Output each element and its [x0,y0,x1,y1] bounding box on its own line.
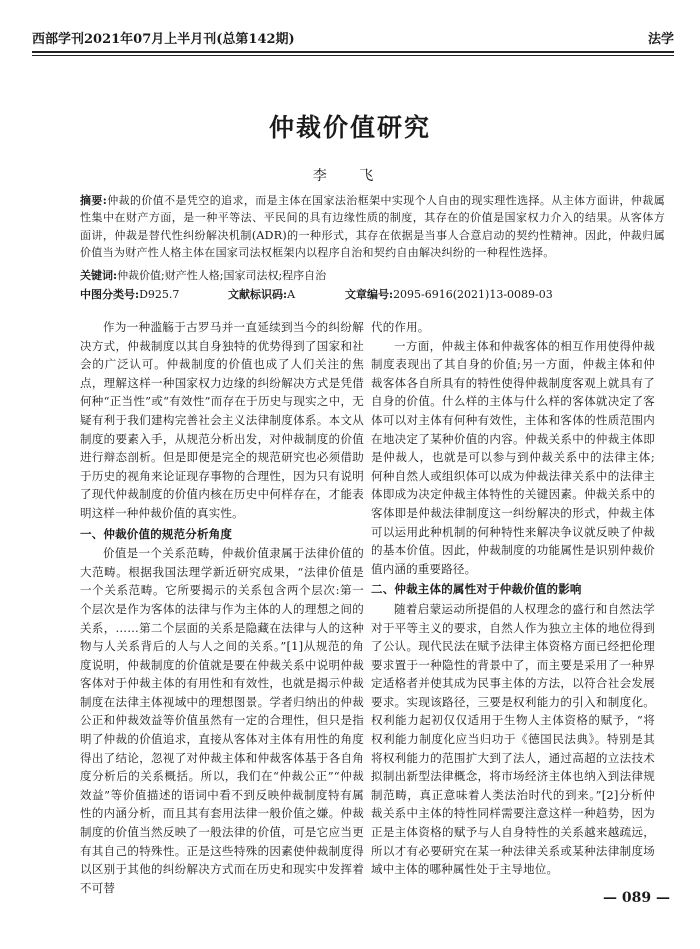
keywords-label: 关键词: [80,269,118,282]
article-label: 文章编号: [345,288,394,301]
body-column-left [80,318,364,897]
doc-label: 文献标识码: [228,288,288,301]
body-paragraph: 一方面，仲裁主体和仲裁客体的相互作用使得仲裁制度表现出了其自身的价值;另一方面，仲裁主体和仲裁客体各自所具有的特性使得仲裁制度客观上就具有了自身的价值。什么样的主体与什么样的客体就决定了客体可以对主体有何种有效性，主体和客体的性质范围内在地决定了某种价值的内容。仲裁关系中的仲裁主体即是仲裁人，也就是可以参与到仲裁关系中的法律主体;何种自然人或组织体可以成为仲裁法律关系中的法律主体即成为决定仲裁主体特性的关键因素。仲裁关系中的客体即是仲裁法律制度这一纠纷解决的形式，仲裁主体可以运用此种机制的何种特性来解决争议就反映了仲裁的基本价值。因此，仲裁制度的功能属性是识别仲裁价值内涵的重要路径。 [371,338,655,576]
body-paragraph: 价值是一个关系范畴，仲裁价值隶属于法律价值的大范畴。根据我国法理学新近研究成果，“法律价值是一个关系范畴。它所要揭示的关系包含两个层次:第一个层次是作为客体的法律与作为主体的人的理想之间的关系，……第二个层面的关系是隐藏在法律与人的这种物与人关系背后的人与人之间的关系。”[1]从规范的角度说明，仲裁制度的价值就是要在仲裁关系中说明仲裁客体对于仲裁主体的有用性和有效性，也就是揭示仲裁制度在法律主体视域中的理想图景。学者归纳出的仲裁公正和仲裁效益等价值虽然有一定的合理性，但只是指明了仲裁的价值追求，直接从客体对主体有用性的角度得出了结论，忽视了对仲裁主体和仲裁客体基于各自角度分析后的关系概括。所以，我们在“仲裁公正”“仲裁效益”等价值描述的语词中看不到反映仲裁制度特有属性的内涵分析，而且其有套用法律一般价值之嫌。仲裁制度的价值当然反映了一般法律的价值，可是它应当更有其自己的特殊性。正是这些特殊的因素使仲裁制度得以区别于其他的纠纷解决方式而在历史和现实中发挥着不可替 [80,546,364,895]
article-value: 2095-6916(2021)13-0089-03 [393,288,553,301]
section-label: 法学 [647,32,674,47]
abstract-text: 仲裁的价值不是凭空的追求，而是主体在国家法治框架中实现个人自由的现实理性选择。从主体方面讲，仲裁属性集中在财产方面，是一种平等法、平民间的具有边缘性质的制度，其存在的价值是国家权力介入的结果。从客体方面讲，仲裁是替代性纠纷解决机制(ADR)的一种形式，其存在依据是当事人合意启动的契约性精神。因此，仲裁归属价值当为财产性人格主体在国家司法权框架内以程序自治和契约自由解决纠纷的一种程性选择。 [80,194,665,260]
article-title: 仲裁价值研究 [268,113,431,142]
body-column-right [371,318,655,879]
clc-label: 中图分类号: [80,288,140,301]
clc-value: D925.7 [139,288,180,301]
abstract [80,192,665,262]
header-rule-thick [32,51,674,53]
keywords [80,267,665,284]
page-number: — 089 — [603,890,670,906]
running-header [32,26,674,52]
journal-name: 西部学刊2021年07月上半月刊(总第142期) [32,32,295,47]
keywords-text: 仲裁价值;财产性人格;国家司法权;程序自治 [117,269,327,282]
clc-number [80,286,179,303]
section-heading: 二、仲裁主体的属性对于仲裁价值的影响 [371,582,582,597]
abstract-label: 摘要: [80,194,108,207]
author-name: 李 飞 [312,168,388,184]
doc-value: A [287,288,296,301]
body-paragraph: 随着启蒙运动所提倡的人权理念的盛行和自然法学对于平等主义的要求，自然人作为独立主体的地位得到了公认。现代民法在赋予法律主体资格方面已经把伦理要求置于一种隐性的背景中了，而主要是采用了一种界定适格者并使其成为民事主体的方法，以符合社会发展要求。实现该路径，三要是权利能力的引入和制度化。权利能力起初仅仅适用于生物人主体资格的赋予，“将权利能力制度化应当归功于《德国民法典》。特别是其将权利能力的范围扩大到了法人，通过高超的立法技术拟制出新型法律概念，将市场经济主体也纳入到法律规制范畴，真正意味着人类法治时代的到来。”[2]分析仲裁关系中主体的特性同样需要注意这样一种趋势，因为正是主体资格的赋予与人自身特性的关系越来越疏远，所以才有必要研究在某一种法律关系或某种法律制度场域中主体的哪种属性处于主导地位。 [371,601,655,877]
body-paragraph: 代的作用。 [371,320,430,334]
header-rule-thin [32,55,674,56]
document-code [228,286,295,303]
body-paragraph: 作为一种滥觞于古罗马并一直延续到当今的纠纷解决方式，仲裁制度以其自身独特的优势得到了国家和社会的广泛认可。仲裁制度的价值也成了人们关注的焦点，理解这样一种国家权力边缘的纠纷解决方式是凭借何种“正当性”或“有效性”而存在于历史与现实之中，无疑有利于我们建构完善社会主义法律制度体系。本文从制度的要素入手，从规范分析出发，对仲裁制度的价值进行辩态剖析。但是即便是完全的规范研究也必须借助于历史的视角来论证现存事物的合理性，因为只有说明了现代仲裁制度的价值内核在历史中何样存在，才能表明这样一种仲裁价值的真实性。 [80,320,364,520]
article-number [345,286,553,303]
section-heading: 一、仲裁价值的规范分析角度 [80,526,233,541]
